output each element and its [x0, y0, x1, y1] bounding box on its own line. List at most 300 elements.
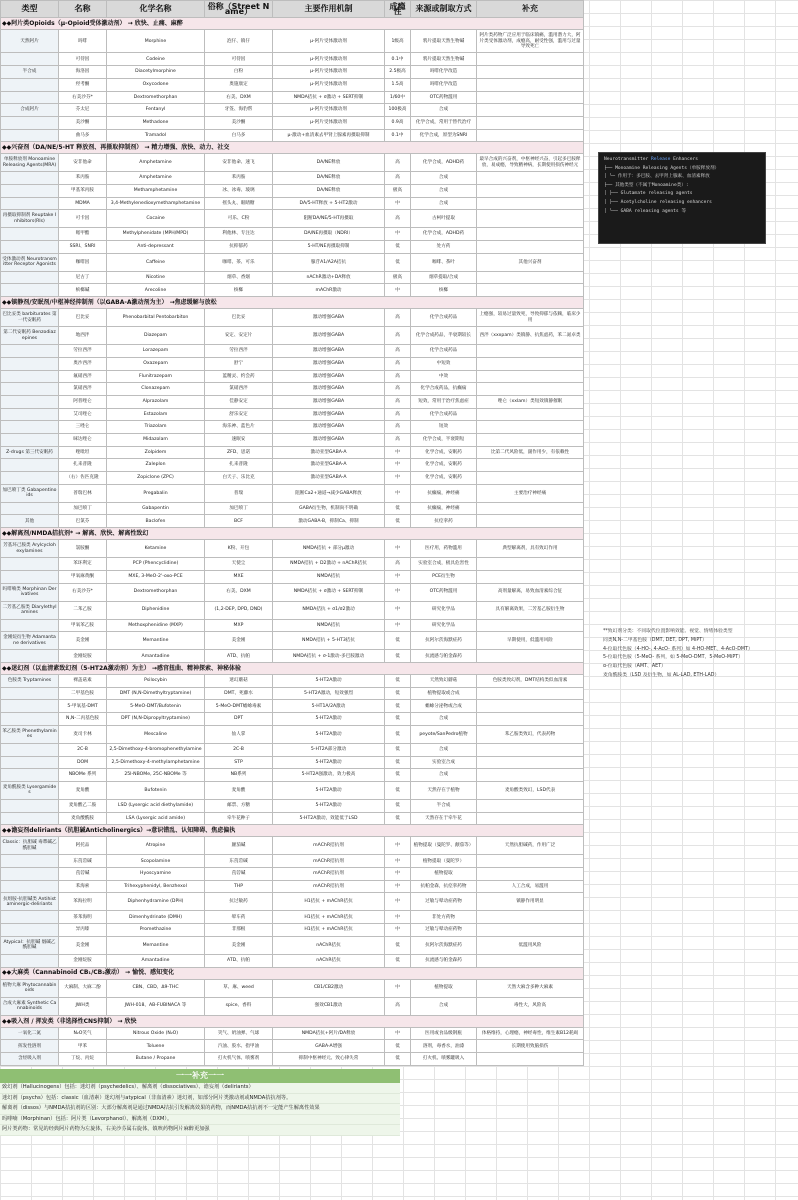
chemical-name-cell[interactable]: Baclofen — [107, 515, 205, 528]
street-name-cell[interactable]: 牙签、海豹帮 — [205, 104, 273, 117]
note-cell[interactable] — [477, 515, 584, 528]
mechanism-cell[interactable]: μ-阿片受体激动剂 — [273, 104, 385, 117]
name-cell[interactable]: 美沙酮 — [59, 116, 107, 129]
chemical-name-cell[interactable]: Morphine — [107, 30, 205, 53]
street-name-cell[interactable]: 佳静安定 — [205, 395, 273, 408]
street-name-cell[interactable]: 美沙酮 — [205, 116, 273, 129]
type-cell[interactable] — [1, 713, 59, 726]
note-cell[interactable] — [477, 383, 584, 396]
note-cell[interactable] — [477, 421, 584, 434]
chemical-name-cell[interactable]: Psilocybin — [107, 675, 205, 688]
street-name-cell[interactable]: 咖啡、茶、可乐 — [205, 253, 273, 271]
mechanism-cell[interactable]: 激动增强GABA — [273, 327, 385, 345]
mechanism-cell[interactable]: 5-HT2A激动 — [273, 781, 385, 799]
addiction-cell[interactable]: 2.5极高 — [385, 66, 411, 79]
chemical-name-cell[interactable]: Promethazine — [107, 924, 205, 937]
chemical-name-cell[interactable]: 2,5-Dimethoxy-4-bromophenethylamine — [107, 743, 205, 756]
name-cell[interactable]: 吗啡 — [59, 30, 107, 53]
note-cell[interactable] — [477, 184, 584, 197]
street-name-cell[interactable]: 抗过敏药 — [205, 893, 273, 911]
type-cell[interactable] — [1, 228, 59, 241]
street-name-cell[interactable]: BCF — [205, 515, 273, 528]
mechanism-cell[interactable]: 激动增强GABA — [273, 408, 385, 421]
mechanism-cell[interactable]: μ-阿片受体激动剂 — [273, 78, 385, 91]
street-name-cell[interactable]: 笑气、奶油弹、气球 — [205, 1027, 273, 1040]
name-cell[interactable]: 可卡因 — [59, 210, 107, 228]
chemical-name-cell[interactable]: Fentanyl — [107, 104, 205, 117]
source-cell[interactable]: 实验室合成 — [411, 756, 477, 769]
addiction-cell[interactable]: 低 — [385, 725, 411, 743]
type-cell[interactable] — [1, 743, 59, 756]
name-cell[interactable]: 苯海拉明 — [59, 893, 107, 911]
chemical-name-cell[interactable]: Bufotenin — [107, 781, 205, 799]
type-cell[interactable] — [1, 271, 59, 284]
note-cell[interactable] — [477, 769, 584, 782]
name-cell[interactable]: DOM — [59, 756, 107, 769]
name-cell[interactable]: 普瑞巴林 — [59, 484, 107, 502]
source-cell[interactable]: 抗痉挛药 — [411, 515, 477, 528]
source-cell[interactable]: 过敏与晕动症药物 — [411, 924, 477, 937]
column-header[interactable]: 类型 — [1, 1, 59, 18]
street-name-cell[interactable]: ZFD、思诺 — [205, 446, 273, 459]
source-cell[interactable]: 抗阿尔茨海默症药 — [411, 632, 477, 650]
type-cell[interactable] — [1, 197, 59, 210]
street-name-cell[interactable]: 巴比妥 — [205, 309, 273, 327]
street-name-cell[interactable]: THP — [205, 880, 273, 893]
addiction-cell[interactable]: 低 — [385, 781, 411, 799]
type-cell[interactable]: 巴比妥类 barbiturates 第一代安眠药 — [1, 309, 59, 327]
note-cell[interactable]: 人工合成，易滥用 — [477, 880, 584, 893]
type-cell[interactable]: 植物大麻 Phytocannabinoids — [1, 979, 59, 997]
addiction-cell[interactable]: 中 — [385, 540, 411, 558]
source-cell[interactable]: 非处方药物 — [411, 911, 477, 924]
section-title[interactable]: ◆◆阿片类Opioids（μ-Opioid受体激动剂） → 欣快、止痛、麻醉 — [1, 18, 584, 30]
mechanism-cell[interactable]: 激动增强GABA — [273, 345, 385, 358]
mechanism-cell[interactable]: 5-HT2A激动 — [273, 756, 385, 769]
addiction-cell[interactable]: 高 — [385, 395, 411, 408]
addiction-cell[interactable]: 低 — [385, 936, 411, 954]
street-name-cell[interactable]: ATD、抗帕 — [205, 650, 273, 663]
note-cell[interactable]: 最早合成的兴奋剂，中枢神经兴奋，引起多巴胺释放，易成瘾，导致精神病，长期使用损伤神经元 — [477, 154, 584, 172]
type-cell[interactable] — [1, 880, 59, 893]
source-cell[interactable]: 咖啡、茶叶 — [411, 253, 477, 271]
source-cell[interactable]: 植物提取或合成 — [411, 687, 477, 700]
mechanism-cell[interactable]: H1拮抗 + mAChR拮抗 — [273, 893, 385, 911]
chemical-name-cell[interactable]: Mescaline — [107, 725, 205, 743]
mechanism-cell[interactable]: NMDA拮抗 + σ激动 + SERT抑制 — [273, 91, 385, 104]
mechanism-cell[interactable]: 激动增强GABA — [273, 309, 385, 327]
source-cell[interactable]: 化学合成，安眠药 — [411, 446, 477, 459]
section-title[interactable]: ◆◆解离剂/NMDA拮抗剂* → 解离、欣快、解离性致幻 — [1, 528, 584, 540]
name-cell[interactable]: MDMA — [59, 197, 107, 210]
addiction-cell[interactable]: 高 — [385, 433, 411, 446]
source-cell[interactable]: 鸦片提取天然生物碱 — [411, 53, 477, 66]
note-cell[interactable] — [477, 78, 584, 91]
source-cell[interactable]: 短效，常用于治疗焦虑症 — [411, 395, 477, 408]
type-cell[interactable] — [1, 769, 59, 782]
mechanism-cell[interactable]: 5-HT2A激动 — [273, 725, 385, 743]
addiction-cell[interactable]: 高 — [385, 154, 411, 172]
type-cell[interactable] — [1, 370, 59, 383]
addiction-cell[interactable]: 高 — [385, 172, 411, 185]
street-name-cell[interactable]: 5-MeO-DMT蟾蜍毒素 — [205, 700, 273, 713]
addiction-cell[interactable]: 中 — [385, 924, 411, 937]
type-cell[interactable] — [1, 129, 59, 142]
street-name-cell[interactable]: STP — [205, 756, 273, 769]
addiction-cell[interactable]: 高 — [385, 408, 411, 421]
chemical-name-cell[interactable]: Lorazepam — [107, 345, 205, 358]
note-cell[interactable]: 比第二代风险低，副作用少，有依赖性 — [477, 446, 584, 459]
name-cell[interactable]: 氟硝西泮 — [59, 370, 107, 383]
column-header[interactable]: 来源或制取方式 — [411, 1, 477, 18]
name-cell[interactable]: 二甲基色胺 — [59, 687, 107, 700]
street-name-cell[interactable]: 邮票、方糖 — [205, 799, 273, 812]
source-cell[interactable]: 处方药 — [411, 241, 477, 254]
chemical-name-cell[interactable]: Toluene — [107, 1040, 205, 1053]
street-name-cell[interactable]: 海乐神、蓝色片 — [205, 421, 273, 434]
note-cell[interactable] — [477, 570, 584, 583]
street-name-cell[interactable]: 冰、冰毒、玻璃 — [205, 184, 273, 197]
mechanism-cell[interactable]: 激动亚型GABA-A — [273, 472, 385, 485]
type-cell[interactable]: 金刚烷衍生物 Adamantane derivatives — [1, 632, 59, 650]
source-cell[interactable]: 蟾蜍分泌物或合成 — [411, 700, 477, 713]
street-name-cell[interactable]: 白马多 — [205, 129, 273, 142]
name-cell[interactable]: 海洛因 — [59, 66, 107, 79]
name-cell[interactable]: 莨菪碱 — [59, 868, 107, 881]
addiction-cell[interactable]: 中 — [385, 484, 411, 502]
column-header[interactable]: 补充 — [477, 1, 584, 18]
type-cell[interactable] — [1, 395, 59, 408]
source-cell[interactable]: OTC药物滥用 — [411, 91, 477, 104]
name-cell[interactable]: 茶苯海明 — [59, 911, 107, 924]
addiction-cell[interactable]: 低 — [385, 687, 411, 700]
street-name-cell[interactable]: MXE — [205, 570, 273, 583]
type-cell[interactable]: 麦角酰胺类 Lysergamides — [1, 781, 59, 799]
note-cell[interactable]: 早期使用，低滥用风险 — [477, 632, 584, 650]
note-cell[interactable] — [477, 210, 584, 228]
chemical-name-cell[interactable]: Dextromethorphan — [107, 91, 205, 104]
chemical-name-cell[interactable]: Anti-depressant — [107, 241, 205, 254]
type-cell[interactable] — [1, 687, 59, 700]
source-cell[interactable]: 合成 — [411, 184, 477, 197]
name-cell[interactable]: 巴氯芬 — [59, 515, 107, 528]
note-cell[interactable] — [477, 241, 584, 254]
type-cell[interactable]: 再摄取抑制剂 Reuptake Inhibitors(RIs) — [1, 210, 59, 228]
type-cell[interactable] — [1, 241, 59, 254]
column-header[interactable]: 名称 — [59, 1, 107, 18]
source-cell[interactable]: 化学合成，安眠药 — [411, 472, 477, 485]
addiction-cell[interactable]: 中 — [385, 979, 411, 997]
chemical-name-cell[interactable]: DMT (N,N-Dimethyltryptamine) — [107, 687, 205, 700]
column-header[interactable]: 主要作用机制 — [273, 1, 385, 18]
name-cell[interactable]: 麦角酸酰胺 — [59, 812, 107, 825]
street-name-cell[interactable]: 迷幻蘑菇 — [205, 675, 273, 688]
type-cell[interactable]: 加巴喷丁类 Gabapentinoids — [1, 484, 59, 502]
street-name-cell[interactable]: 美金刚 — [205, 632, 273, 650]
name-cell[interactable]: 甲氧苯乙胺 — [59, 619, 107, 632]
section-title[interactable]: ◆◆谵妄剂deliriants（抗胆碱Anticholinergics）→意识错乱、认知障碍、焦虑偏执 — [1, 825, 584, 837]
note-cell[interactable] — [477, 799, 584, 812]
mechanism-cell[interactable]: nAChR激动+DA释放 — [273, 271, 385, 284]
chemical-name-cell[interactable]: Zopiclone (ZPC) — [107, 472, 205, 485]
name-cell[interactable]: 异丙嗪 — [59, 924, 107, 937]
addiction-cell[interactable]: 0.1中 — [385, 129, 411, 142]
addiction-cell[interactable]: 0.1中 — [385, 53, 411, 66]
source-cell[interactable]: 天然存在于植物 — [411, 781, 477, 799]
name-cell[interactable]: 美金刚 — [59, 936, 107, 954]
type-cell[interactable] — [1, 433, 59, 446]
note-cell[interactable] — [477, 433, 584, 446]
note-cell[interactable] — [477, 370, 584, 383]
street-name-cell[interactable]: 牵牛花种子 — [205, 812, 273, 825]
chemical-name-cell[interactable]: Ketamine — [107, 540, 205, 558]
street-name-cell[interactable]: 颠茄碱 — [205, 837, 273, 855]
name-cell[interactable]: 阿普唑仑 — [59, 395, 107, 408]
note-cell[interactable]: 高剂量解离，易致血清素综合征 — [477, 583, 584, 601]
note-cell[interactable] — [477, 472, 584, 485]
source-cell[interactable]: 吗啡化学改造 — [411, 66, 477, 79]
note-cell[interactable]: 色胺类致幻剂，DMT结构类似血清素 — [477, 675, 584, 688]
addiction-cell[interactable]: 中 — [385, 880, 411, 893]
note-cell[interactable]: 麦角酸类致幻，LSD代表 — [477, 781, 584, 799]
type-cell[interactable] — [1, 421, 59, 434]
street-name-cell[interactable]: 美金刚 — [205, 936, 273, 954]
street-name-cell[interactable]: DMT、死藤水 — [205, 687, 273, 700]
mechanism-cell[interactable]: 激动增强GABA — [273, 370, 385, 383]
source-cell[interactable]: 槟榔 — [411, 284, 477, 297]
type-cell[interactable]: 合成阿片 — [1, 104, 59, 117]
source-cell[interactable]: 过敏与晕动症药物 — [411, 893, 477, 911]
source-cell[interactable]: 医疗用，药物滥用 — [411, 540, 477, 558]
name-cell[interactable]: 劳拉西泮 — [59, 345, 107, 358]
street-name-cell[interactable]: 莨菪碱 — [205, 868, 273, 881]
mechanism-cell[interactable]: GABA-A增强 — [273, 1040, 385, 1053]
note-cell[interactable]: 西泮（xxxpam）类镇静、抗焦虑药，苯二氮卓类 — [477, 327, 584, 345]
note-cell[interactable]: 镇静作用明显 — [477, 893, 584, 911]
name-cell[interactable]: 丁烷、丙烷 — [59, 1053, 107, 1066]
mechanism-cell[interactable]: 腺苷A1/A2A拮抗 — [273, 253, 385, 271]
source-cell[interactable]: 抗流感与帕金森药 — [411, 954, 477, 967]
type-cell[interactable]: 抗组胺-抗胆碱类 Antihistaminergic-deliriants — [1, 893, 59, 911]
section-title[interactable]: ◆◆镇静剂/安眠剂/中枢神经抑制剂（以GABA-A激动剂为主） →焦虑缓解与放松 — [1, 297, 584, 309]
name-cell[interactable]: 咪达唑仑 — [59, 433, 107, 446]
source-cell[interactable]: 植物提取 — [411, 868, 477, 881]
note-cell[interactable] — [477, 53, 584, 66]
mechanism-cell[interactable]: 激动GABA-B，抑制Ca、抑制 — [273, 515, 385, 528]
source-cell[interactable]: 化学合成，原型为SNRI — [411, 129, 477, 142]
note-cell[interactable]: 主要治疗神经痛 — [477, 484, 584, 502]
name-cell[interactable]: 甲苯 — [59, 1040, 107, 1053]
chemical-name-cell[interactable]: Amphetamine — [107, 172, 205, 185]
note-cell[interactable]: 低滥用风险 — [477, 936, 584, 954]
addiction-cell[interactable]: 高 — [385, 327, 411, 345]
name-cell[interactable]: 2C-B — [59, 743, 107, 756]
note-cell[interactable] — [477, 756, 584, 769]
note-cell[interactable] — [477, 228, 584, 241]
source-cell[interactable]: 医用或食品级钢瓶 — [411, 1027, 477, 1040]
note-cell[interactable] — [477, 172, 584, 185]
type-cell[interactable]: 芳基环己胺类 Arylcyclohexylamines — [1, 540, 59, 558]
chemical-name-cell[interactable]: Hyoscyamine — [107, 868, 205, 881]
type-cell[interactable] — [1, 812, 59, 825]
street-name-cell[interactable]: NB系列 — [205, 769, 273, 782]
name-cell[interactable]: SSRI、SNRI — [59, 241, 107, 254]
source-cell[interactable]: 天然致幻蘑菇 — [411, 675, 477, 688]
street-name-cell[interactable]: 白粉 — [205, 66, 273, 79]
source-cell[interactable]: 植物提取（曼陀罗、颠茄等） — [411, 837, 477, 855]
source-cell[interactable]: 抗癫痫，神经痛 — [411, 484, 477, 502]
street-name-cell[interactable]: K粉、开包 — [205, 540, 273, 558]
chemical-name-cell[interactable]: Diacetylmorphine — [107, 66, 205, 79]
street-name-cell[interactable]: 东莨菪碱 — [205, 855, 273, 868]
mechanism-cell[interactable]: 激动增强GABA — [273, 421, 385, 434]
chemical-name-cell[interactable]: MXE, 3-MeO-2'-oxo-PCE — [107, 570, 205, 583]
chemical-name-cell[interactable]: Tramadol — [107, 129, 205, 142]
mechanism-cell[interactable]: NMDA拮抗 + σ-1激动-多巴胺激动 — [273, 650, 385, 663]
name-cell[interactable]: 唑吡坦 — [59, 446, 107, 459]
note-cell[interactable] — [477, 91, 584, 104]
note-cell[interactable] — [477, 924, 584, 937]
chemical-name-cell[interactable]: 5-MeO-DMT/Bufotenin — [107, 700, 205, 713]
chemical-name-cell[interactable]: Alprazolam — [107, 395, 205, 408]
type-cell[interactable]: Atypical：抗胆碱 烟碱乙酰胆碱 — [1, 936, 59, 954]
chemical-name-cell[interactable]: Methylphenidate (MPH/MPD) — [107, 228, 205, 241]
street-name-cell[interactable]: MXP — [205, 619, 273, 632]
addiction-cell[interactable]: 高 — [385, 383, 411, 396]
mechanism-cell[interactable]: mAChR拮抗剂 — [273, 855, 385, 868]
addiction-cell[interactable]: 低 — [385, 1053, 411, 1066]
type-cell[interactable] — [1, 558, 59, 571]
addiction-cell[interactable]: 高 — [385, 345, 411, 358]
source-cell[interactable]: 抗癫痫，神经痛 — [411, 502, 477, 515]
mechanism-cell[interactable]: 5-HT2A强激动，效力极高 — [273, 769, 385, 782]
note-cell[interactable] — [477, 558, 584, 571]
addiction-cell[interactable]: 低 — [385, 675, 411, 688]
mechanism-cell[interactable]: μ-阿片受体激动剂 — [273, 66, 385, 79]
name-cell[interactable]: 氯胺酮 — [59, 540, 107, 558]
mechanism-cell[interactable]: μ-阿片受体激动剂 — [273, 30, 385, 53]
note-cell[interactable] — [477, 743, 584, 756]
addiction-cell[interactable]: 低 — [385, 1040, 411, 1053]
addiction-cell[interactable]: 中 — [385, 472, 411, 485]
section-title[interactable]: ◆◆吸入剂 / 挥发类（非选择性CNS抑制） → 欣快 — [1, 1015, 584, 1027]
source-cell[interactable]: 合成 — [411, 713, 477, 726]
type-cell[interactable]: 受体激动剂 Neurotransmitter Receptor Agonists — [1, 253, 59, 271]
chemical-name-cell[interactable]: Nitrous Oxide (N₂O) — [107, 1027, 205, 1040]
source-cell[interactable]: 中短效 — [411, 357, 477, 370]
name-cell[interactable]: 二苯乙胺 — [59, 601, 107, 619]
street-name-cell[interactable]: 麦角酸 — [205, 781, 273, 799]
street-name-cell[interactable]: 槟榔 — [205, 284, 273, 297]
type-cell[interactable] — [1, 502, 59, 515]
street-name-cell[interactable]: 普瑞 — [205, 484, 273, 502]
mechanism-cell[interactable]: NMDA拮抗 — [273, 570, 385, 583]
mechanism-cell[interactable]: μ-激动+血清素去甲肾上腺素再摄取抑制 — [273, 129, 385, 142]
street-name-cell[interactable]: 加巴喷丁 — [205, 502, 273, 515]
chemical-name-cell[interactable]: Amphetamine — [107, 154, 205, 172]
type-cell[interactable] — [1, 799, 59, 812]
chemical-name-cell[interactable]: Scopolamine — [107, 855, 205, 868]
chemical-name-cell[interactable]: Memantine — [107, 936, 205, 954]
mechanism-cell[interactable]: 激动增强GABA — [273, 383, 385, 396]
chemical-name-cell[interactable]: Atropine — [107, 837, 205, 855]
source-cell[interactable]: 化学合成，安眠药 — [411, 459, 477, 472]
mechanism-cell[interactable]: mAChR拮抗剂 — [273, 880, 385, 893]
chemical-name-cell[interactable]: Midazolam — [107, 433, 205, 446]
street-name-cell[interactable]: 白天子、乐比克 — [205, 472, 273, 485]
note-cell[interactable] — [477, 650, 584, 663]
note-cell[interactable] — [477, 502, 584, 515]
mechanism-cell[interactable]: H1拮抗 + mAChR拮抗 — [273, 911, 385, 924]
chemical-name-cell[interactable]: DPT (N,N-Dipropyltryptamine) — [107, 713, 205, 726]
type-cell[interactable]: 色胺类 Tryptamines — [1, 675, 59, 688]
source-cell[interactable]: 合成 — [411, 197, 477, 210]
source-cell[interactable]: PCE衍生物 — [411, 570, 477, 583]
mechanism-cell[interactable]: 激动增强GABA — [273, 357, 385, 370]
name-cell[interactable]: 甲氧麻黄酮 — [59, 570, 107, 583]
chemical-name-cell[interactable]: Clonazepam — [107, 383, 205, 396]
addiction-cell[interactable]: 高 — [385, 997, 411, 1015]
addiction-cell[interactable]: 低 — [385, 799, 411, 812]
street-name-cell[interactable]: 扎来普隆 — [205, 459, 273, 472]
type-cell[interactable] — [1, 357, 59, 370]
street-name-cell[interactable]: 仙人掌 — [205, 725, 273, 743]
name-cell[interactable]: 尼古丁 — [59, 271, 107, 284]
type-cell[interactable] — [1, 53, 59, 66]
street-name-cell[interactable]: 舒宁 — [205, 357, 273, 370]
chemical-name-cell[interactable]: Codeine — [107, 53, 205, 66]
addiction-cell[interactable]: 中 — [385, 446, 411, 459]
addiction-cell[interactable]: 极高 — [385, 184, 411, 197]
addiction-cell[interactable]: 高 — [385, 558, 411, 571]
mechanism-cell[interactable]: NMDA拮抗 + 部分μ激动 — [273, 540, 385, 558]
note-cell[interactable] — [477, 459, 584, 472]
type-cell[interactable] — [1, 570, 59, 583]
mechanism-cell[interactable]: NMDA拮抗 — [273, 619, 385, 632]
chemical-name-cell[interactable]: Oxycodone — [107, 78, 205, 91]
addiction-cell[interactable]: 高 — [385, 357, 411, 370]
note-cell[interactable] — [477, 1053, 584, 1066]
chemical-name-cell[interactable]: Oxazepam — [107, 357, 205, 370]
type-cell[interactable] — [1, 408, 59, 421]
chemical-name-cell[interactable]: Pregabalin — [107, 484, 205, 502]
name-cell[interactable]: 右美沙芬* — [59, 91, 107, 104]
addiction-cell[interactable]: 中 — [385, 619, 411, 632]
source-cell[interactable]: 研究化学品 — [411, 619, 477, 632]
source-cell[interactable]: 溶剂，毒香水，油漆 — [411, 1040, 477, 1053]
source-cell[interactable]: 天然存在于牵牛花 — [411, 812, 477, 825]
type-cell[interactable] — [1, 911, 59, 924]
addiction-cell[interactable]: 高 — [385, 210, 411, 228]
name-cell[interactable]: 羟考酮 — [59, 78, 107, 91]
name-cell[interactable]: 奥沙西泮 — [59, 357, 107, 370]
note-cell[interactable]: 典型解离剂，具有致幻作用 — [477, 540, 584, 558]
chemical-name-cell[interactable]: 2,5-Dimethoxy-4-methylamphetamine — [107, 756, 205, 769]
chemical-name-cell[interactable]: CBN、CBD、Δ9-THC — [107, 979, 205, 997]
source-cell[interactable]: 合成 — [411, 172, 477, 185]
addiction-cell[interactable]: 中 — [385, 1027, 411, 1040]
addiction-cell[interactable]: 中 — [385, 911, 411, 924]
street-name-cell[interactable]: 右美、DXM — [205, 91, 273, 104]
mechanism-cell[interactable]: H1拮抗 + mAChR拮抗 — [273, 924, 385, 937]
column-header[interactable]: 成瘾性 — [385, 1, 411, 18]
mechanism-cell[interactable]: 阻断Ca2+通道→减少GABA释放 — [273, 484, 385, 502]
source-cell[interactable]: 短效 — [411, 421, 477, 434]
note-cell[interactable] — [477, 687, 584, 700]
mechanism-cell[interactable]: 激动亚型GABA-A — [273, 446, 385, 459]
type-cell[interactable] — [1, 459, 59, 472]
note-cell[interactable]: 唑仑（xxlam）类短效镇静催眠 — [477, 395, 584, 408]
